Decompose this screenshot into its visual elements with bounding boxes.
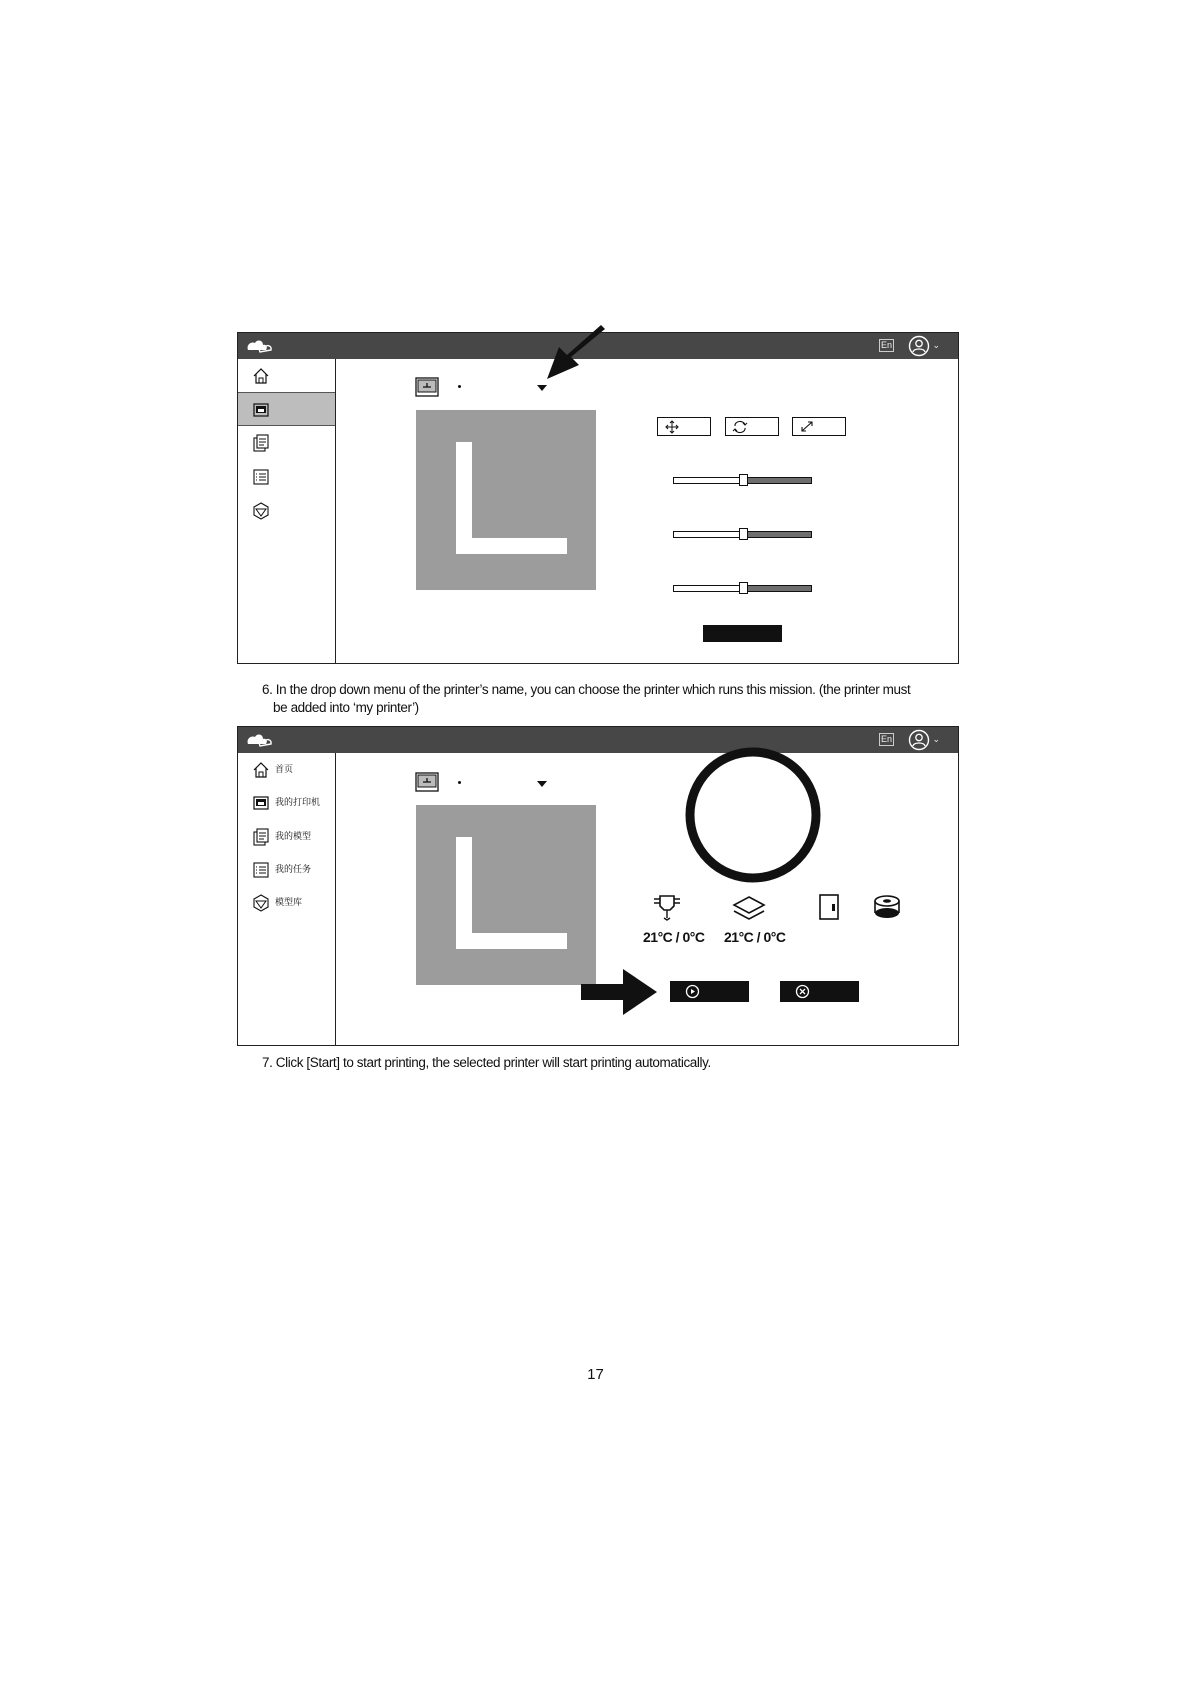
screenshot-start-print xyxy=(237,726,959,1046)
play-icon xyxy=(685,984,700,999)
sidebar-item-printers[interactable] xyxy=(238,392,335,426)
user-avatar-icon[interactable] xyxy=(908,335,930,357)
sidebar xyxy=(238,359,336,663)
step-6-caption xyxy=(262,681,952,717)
sidebar-item-model-library[interactable] xyxy=(238,886,335,920)
model-library-icon xyxy=(252,502,270,520)
printer-select-icon[interactable] xyxy=(415,377,439,397)
printer-icon xyxy=(252,794,270,812)
model-icon xyxy=(252,828,270,846)
rotate-icon xyxy=(732,420,748,434)
confirm-button[interactable] xyxy=(703,625,782,642)
model-preview xyxy=(416,805,596,985)
start-button[interactable] xyxy=(670,981,749,1002)
move-button[interactable] xyxy=(657,417,711,436)
bed-temperature: 21°C / 0°C xyxy=(724,929,786,945)
sidebar-item-label: 模型库 xyxy=(275,897,303,907)
progress-ring xyxy=(684,746,822,884)
language-toggle[interactable]: En xyxy=(880,340,892,350)
caption-line: be added into ‘my printer’) xyxy=(273,700,419,715)
language-toggle[interactable]: En xyxy=(880,734,892,744)
home-icon xyxy=(252,761,270,779)
screenshot-select-printer xyxy=(237,332,959,664)
transform-slider[interactable] xyxy=(673,476,812,485)
sidebar-item-printers[interactable] xyxy=(238,786,335,820)
pointer-arrow-icon xyxy=(581,969,657,1015)
move-icon xyxy=(664,420,680,434)
sidebar-item-tasks[interactable] xyxy=(238,853,335,887)
printer-icon xyxy=(252,401,270,419)
nozzle-temperature: 21°C / 0°C xyxy=(643,929,705,945)
step-7-caption: 7. Click [Start] to start printing, the selected printer will start printing automatically. xyxy=(262,1055,711,1070)
app-logo xyxy=(246,337,274,355)
transform-slider[interactable] xyxy=(673,530,812,539)
cancel-button[interactable] xyxy=(780,981,859,1002)
model-library-icon xyxy=(252,894,270,912)
sidebar-item-label: 我的模型 xyxy=(275,831,312,841)
sidebar-item-label: 我的打印机 xyxy=(275,797,321,807)
caption-line: 6. In the drop down menu of the printer’s name, you can choose the printer which runs this mission. (the printer must xyxy=(262,682,911,697)
home-icon xyxy=(252,367,270,385)
printer-select-icon[interactable] xyxy=(415,772,439,792)
printer-name-bullet xyxy=(458,385,461,388)
app-topbar xyxy=(238,727,958,753)
sidebar-item-label: 首页 xyxy=(275,764,294,774)
sidebar-item-models[interactable] xyxy=(238,820,335,854)
cancel-icon xyxy=(795,984,810,999)
model-icon xyxy=(252,434,270,452)
sidebar-item-tasks[interactable] xyxy=(238,460,335,494)
door-icon xyxy=(818,893,840,921)
pointer-arrow-icon xyxy=(545,325,609,383)
chevron-down-icon[interactable]: ⌄ xyxy=(932,734,940,744)
sidebar xyxy=(238,753,336,1045)
model-preview xyxy=(416,410,596,590)
filament-spool-icon xyxy=(872,893,902,921)
scale-icon xyxy=(799,420,815,434)
user-avatar-icon[interactable] xyxy=(908,729,930,751)
scale-button[interactable] xyxy=(792,417,846,436)
chevron-down-icon[interactable]: ⌄ xyxy=(932,340,940,350)
page-number: 17 xyxy=(587,1366,604,1383)
printer-dropdown-caret-icon[interactable] xyxy=(537,781,547,787)
nozzle-icon xyxy=(652,893,682,921)
sidebar-item-home[interactable] xyxy=(238,359,335,393)
app-logo xyxy=(246,731,274,749)
sidebar-item-model-library[interactable] xyxy=(238,494,335,528)
printer-name-bullet xyxy=(458,781,461,784)
sidebar-item-label: 我的任务 xyxy=(275,864,312,874)
printer-dropdown-caret-icon[interactable] xyxy=(537,385,547,391)
bed-layers-icon xyxy=(732,895,766,921)
task-list-icon xyxy=(252,861,270,879)
sidebar-item-models[interactable] xyxy=(238,426,335,460)
transform-slider[interactable] xyxy=(673,584,812,593)
rotate-button[interactable] xyxy=(725,417,779,436)
sidebar-item-home[interactable] xyxy=(238,753,335,787)
task-list-icon xyxy=(252,468,270,486)
